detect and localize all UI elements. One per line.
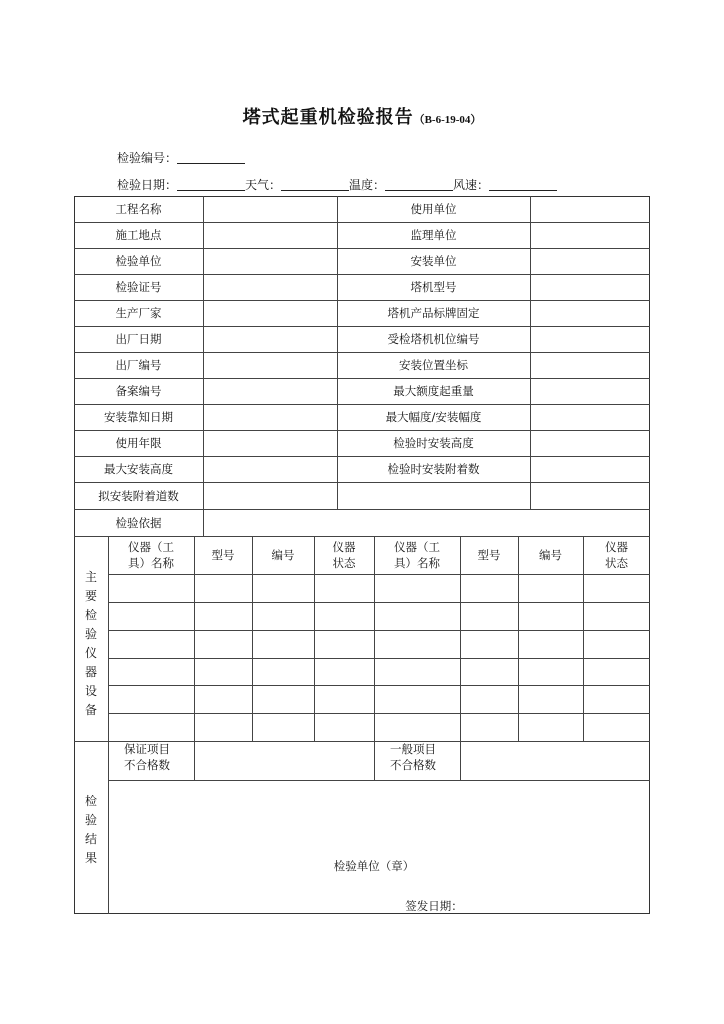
report-title: 塔式起重机检验报告 xyxy=(242,107,414,128)
inspection-date-label: 检验日期： xyxy=(117,178,178,192)
inspection-form-table xyxy=(74,196,650,914)
info-label-site: 施工地点 xyxy=(115,228,162,242)
inspection-unit-stamp-label: 检验单位（章） xyxy=(333,859,415,873)
equipment-header-name-2: 仪器（工 具）名称 xyxy=(394,540,440,570)
info-label-service-life: 使用年限 xyxy=(115,436,162,450)
info-label-filing-no: 备案编号 xyxy=(115,384,162,398)
info-label-manufacture-date: 出厂日期 xyxy=(115,332,162,346)
result-side-label xyxy=(74,792,108,868)
equipment-header-model-2: 型号 xyxy=(477,548,501,562)
equipment-header-number-1: 编号 xyxy=(271,548,295,562)
rule xyxy=(530,196,531,509)
result-side-text: 检验结果 xyxy=(84,794,97,865)
inspection-number-line xyxy=(117,149,245,166)
rule xyxy=(108,713,650,714)
info-label-install-height: 检验时安装高度 xyxy=(393,436,474,450)
info-label-certificate-no: 检验证号 xyxy=(115,280,162,294)
info-label-coordinates: 安装位置坐标 xyxy=(399,358,468,372)
rule xyxy=(108,780,650,781)
inspection-number-label: 检验编号： xyxy=(117,151,178,165)
equipment-header-number-2: 编号 xyxy=(539,548,562,562)
equipment-side-text: 主要检验仪器设备 xyxy=(84,570,97,717)
info-label-project-name: 工程名称 xyxy=(115,202,162,216)
rule xyxy=(108,574,650,575)
info-label-crane-model: 塔机型号 xyxy=(410,280,457,294)
info-label-max-load: 最大额度起重量 xyxy=(393,384,474,398)
info-label-inspection-unit: 检验单位 xyxy=(115,254,162,268)
wind-speed-field[interactable] xyxy=(489,178,557,191)
equipment-header-status-1: 仪器 状态 xyxy=(332,540,356,570)
equipment-header-status-2: 仪器 状态 xyxy=(605,540,628,570)
rule xyxy=(108,630,650,631)
temperature-label: 温度： xyxy=(349,178,386,192)
wind-speed-label: 风速： xyxy=(453,178,490,192)
rule xyxy=(374,741,375,780)
rule xyxy=(108,685,650,686)
inspection-conditions-line xyxy=(117,176,557,193)
info-label-empty xyxy=(337,482,530,509)
info-label-attachments-count: 检验时安装附着数 xyxy=(387,462,480,476)
inspection-number-field[interactable] xyxy=(177,151,245,164)
info-label-manufacturer: 生产厂家 xyxy=(115,306,162,320)
info-label-install-unit: 安装单位 xyxy=(410,254,457,268)
temperature-field[interactable] xyxy=(385,178,453,191)
info-label-position-no: 受检塔机机位编号 xyxy=(387,332,480,346)
rule xyxy=(108,602,650,603)
rule xyxy=(194,741,195,780)
equipment-header-model-1: 型号 xyxy=(211,548,235,562)
info-label-user-unit: 使用单位 xyxy=(410,202,457,216)
inspection-date-field[interactable] xyxy=(177,178,245,191)
info-label-max-install-height: 最大安装高度 xyxy=(104,462,173,476)
info-label-planned-attachments: 拟安装附着道数 xyxy=(98,488,179,503)
rule xyxy=(460,741,461,780)
general-items-failed-label: 一般项目 不合格数 xyxy=(390,742,436,772)
equipment-side-label xyxy=(74,568,108,720)
report-title-row xyxy=(0,103,724,129)
info-label-serial-no: 出厂编号 xyxy=(115,358,162,372)
rule xyxy=(108,536,109,914)
info-label-max-radius: 最大幅度/安装幅度 xyxy=(385,410,482,424)
rule xyxy=(108,658,650,659)
form-code: （B-6-19-04） xyxy=(413,114,482,126)
rule xyxy=(203,196,204,536)
equipment-header-name-1: 仪器（工 具）名称 xyxy=(128,540,174,570)
issue-date-label: 签发日期： xyxy=(405,899,463,913)
weather-field[interactable] xyxy=(281,178,349,191)
info-label-nameplate: 塔机产品标牌固定 xyxy=(387,306,480,320)
guarantee-items-failed-label: 保证项目 不合格数 xyxy=(124,742,170,772)
weather-label: 天气： xyxy=(245,178,282,192)
basis-label: 检验依据 xyxy=(115,515,162,530)
info-label-supervisor: 监理单位 xyxy=(410,228,457,242)
info-label-install-notice-date: 安装靠知日期 xyxy=(104,410,173,424)
